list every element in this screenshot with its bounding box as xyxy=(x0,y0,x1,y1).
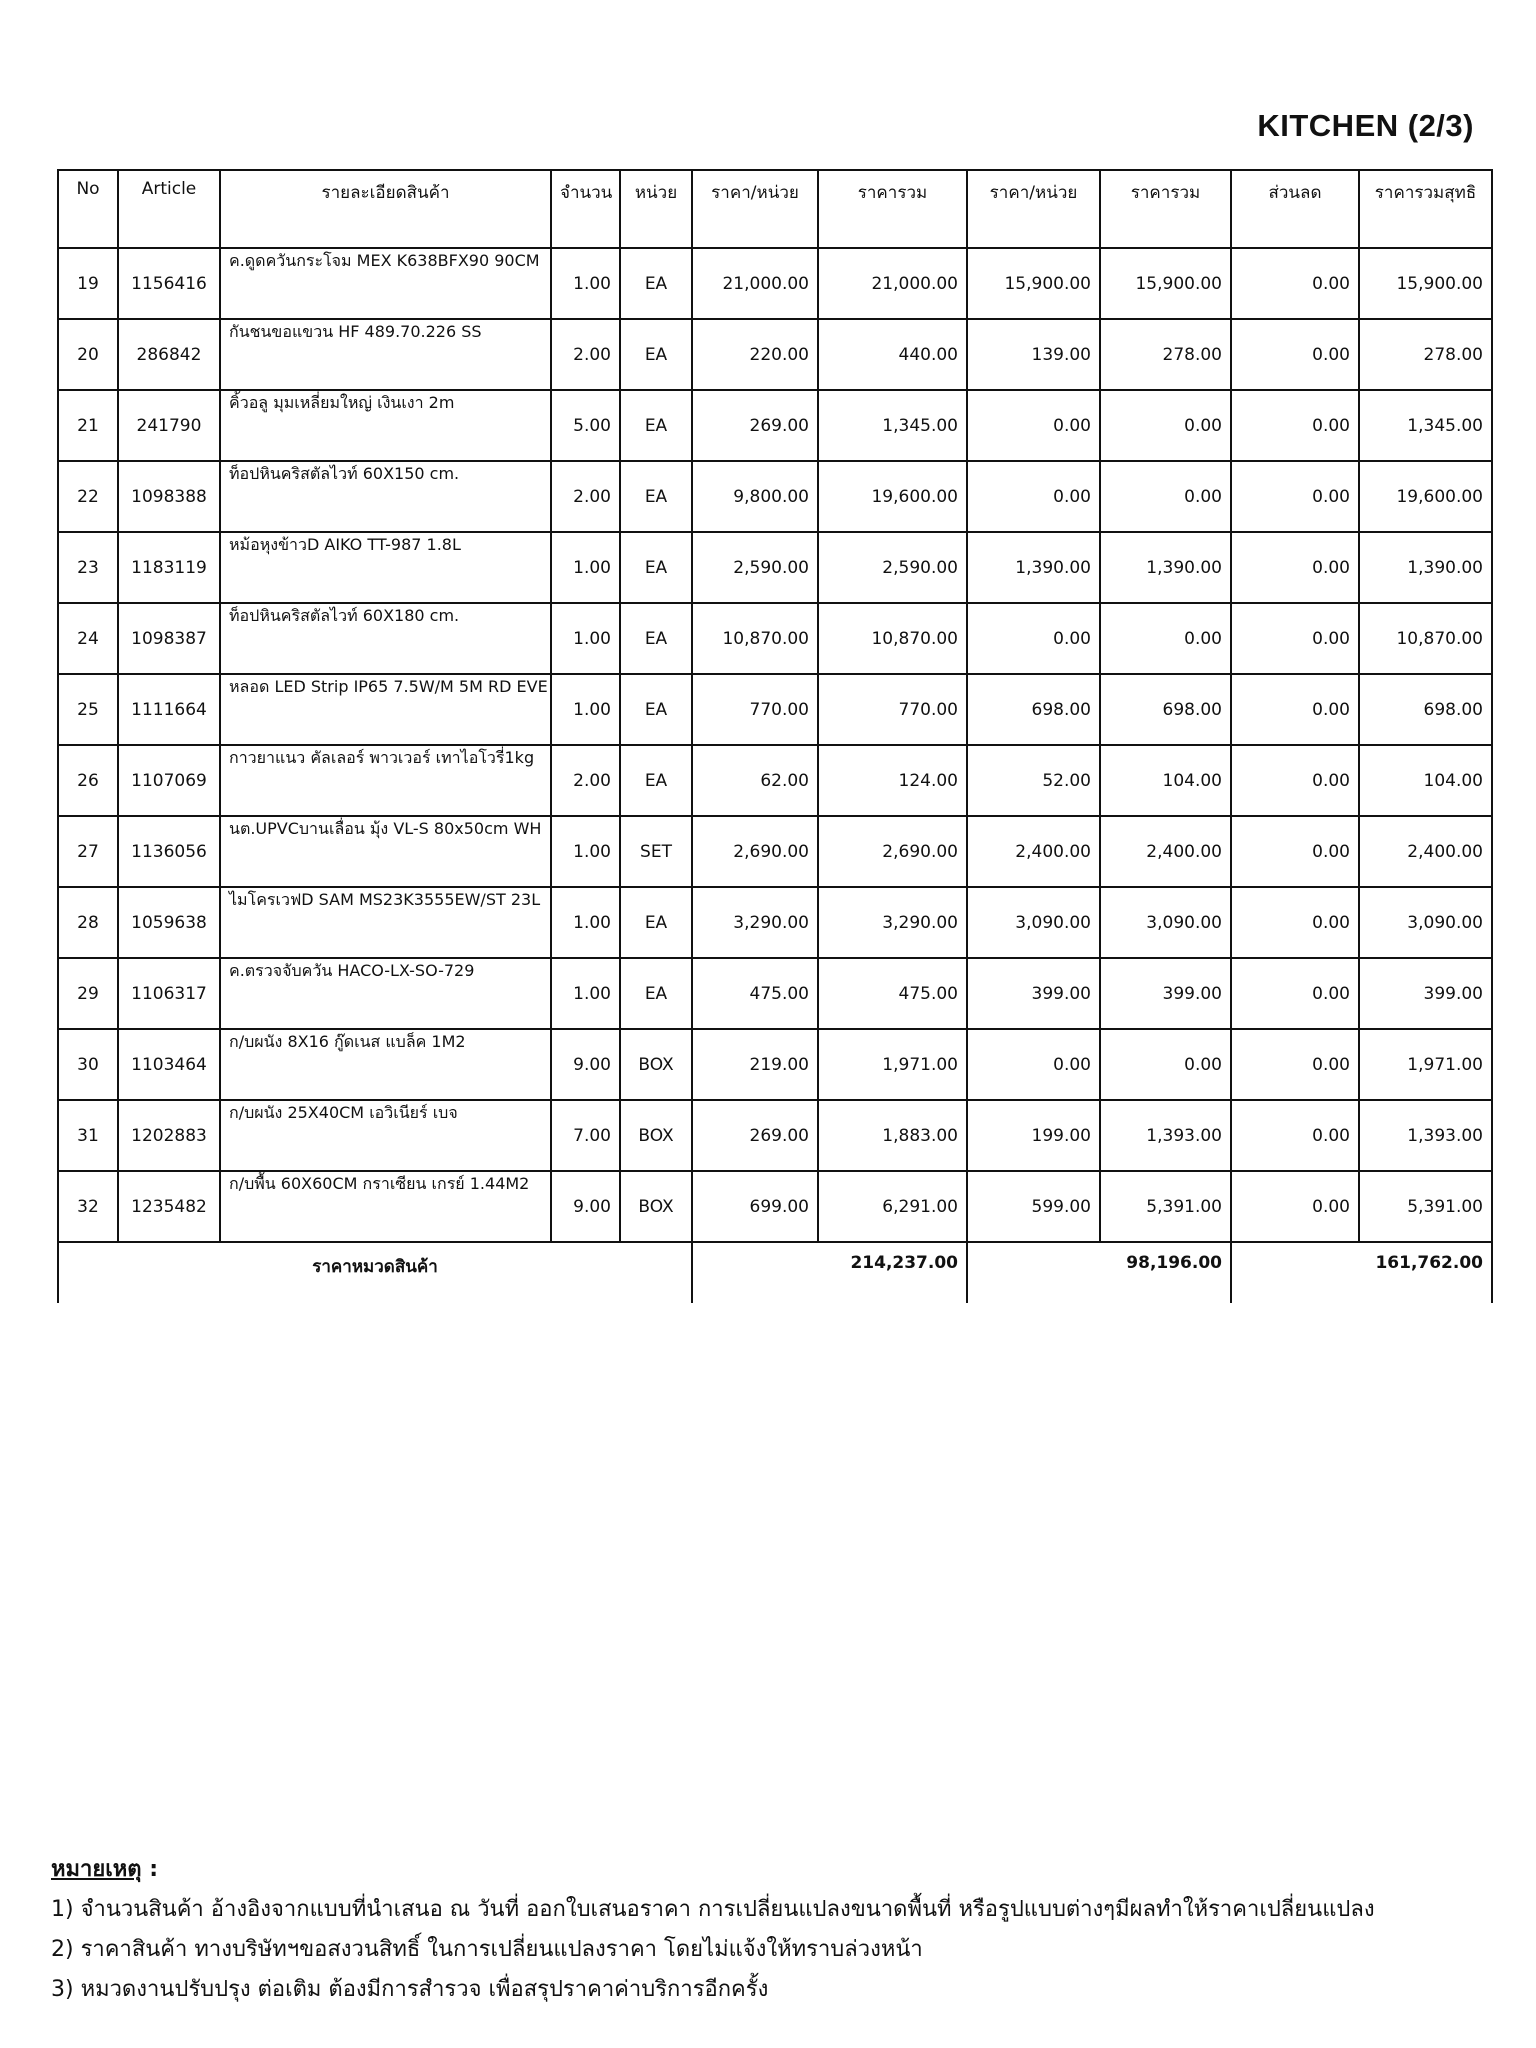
row-unit-price-2: 2,400.00 xyxy=(967,816,1100,887)
row-total: 1,971.00 xyxy=(818,1029,967,1100)
table-row xyxy=(58,319,1492,390)
row-total: 475.00 xyxy=(818,958,967,1029)
row-total: 21,000.00 xyxy=(818,248,967,319)
row-quantity: 1.00 xyxy=(551,958,620,1029)
row-discount: 0.00 xyxy=(1231,1171,1359,1242)
col-header-discount: ส่วนลด xyxy=(1231,170,1359,248)
row-unit-price: 62.00 xyxy=(692,745,818,816)
row-total-2: 0.00 xyxy=(1100,1029,1231,1100)
row-net-total: 3,090.00 xyxy=(1359,887,1492,958)
row-description: คิ้วอลู มุมเหลี่ยมใหญ่ เงินเงา 2m xyxy=(220,390,551,461)
row-quantity: 1.00 xyxy=(551,532,620,603)
row-net-total: 2,400.00 xyxy=(1359,816,1492,887)
row-no: 19 xyxy=(58,248,118,319)
col-header-description: รายละเอียดสินค้า xyxy=(220,170,551,248)
row-no: 20 xyxy=(58,319,118,390)
row-description: ก/บผนัง 25X40CM เอวิเนียร์ เบจ xyxy=(220,1100,551,1171)
row-article: 1235482 xyxy=(118,1171,220,1242)
row-description: ก/บผนัง 8X16 กู๊ดเนส แบล็ค 1M2 xyxy=(220,1029,551,1100)
row-description: หลอด LED Strip IP65 7.5W/M 5M RD EVE xyxy=(220,674,551,745)
row-total: 10,870.00 xyxy=(818,603,967,674)
table-row xyxy=(58,1171,1492,1242)
row-discount: 0.00 xyxy=(1231,1029,1359,1100)
row-discount: 0.00 xyxy=(1231,674,1359,745)
col-header-quantity: จำนวน xyxy=(551,170,620,248)
row-unit: EA xyxy=(620,603,692,674)
row-no: 25 xyxy=(58,674,118,745)
row-total-2: 278.00 xyxy=(1100,319,1231,390)
category-total-price: 214,237.00 xyxy=(692,1242,967,1303)
row-total-2: 1,390.00 xyxy=(1100,532,1231,603)
row-quantity: 2.00 xyxy=(551,319,620,390)
row-description: ไมโครเวฟD SAM MS23K3555EW/ST 23L xyxy=(220,887,551,958)
row-net-total: 698.00 xyxy=(1359,674,1492,745)
row-unit: EA xyxy=(620,674,692,745)
row-article: 1202883 xyxy=(118,1100,220,1171)
row-total-2: 5,391.00 xyxy=(1100,1171,1231,1242)
row-unit-price: 10,870.00 xyxy=(692,603,818,674)
row-no: 31 xyxy=(58,1100,118,1171)
row-unit-price: 475.00 xyxy=(692,958,818,1029)
row-article: 1107069 xyxy=(118,745,220,816)
row-unit-price-2: 0.00 xyxy=(967,603,1100,674)
row-unit: SET xyxy=(620,816,692,887)
row-unit-price-2: 139.00 xyxy=(967,319,1100,390)
row-unit: BOX xyxy=(620,1100,692,1171)
table-row xyxy=(58,1029,1492,1100)
row-net-total: 1,390.00 xyxy=(1359,532,1492,603)
row-no: 27 xyxy=(58,816,118,887)
table-row xyxy=(58,887,1492,958)
category-net-total: 161,762.00 xyxy=(1231,1242,1492,1303)
table-row xyxy=(58,674,1492,745)
row-discount: 0.00 xyxy=(1231,745,1359,816)
row-description: ท็อปหินคริสตัลไวท์ 60X180 cm. xyxy=(220,603,551,674)
row-quantity: 7.00 xyxy=(551,1100,620,1171)
row-total: 6,291.00 xyxy=(818,1171,967,1242)
row-total: 440.00 xyxy=(818,319,967,390)
col-header-no: No xyxy=(58,170,118,248)
row-discount: 0.00 xyxy=(1231,1100,1359,1171)
row-description: ค.ดูดควันกระโจม MEX K638BFX90 90CM xyxy=(220,248,551,319)
row-no: 29 xyxy=(58,958,118,1029)
category-total-row xyxy=(58,1242,1492,1303)
row-unit-price: 2,690.00 xyxy=(692,816,818,887)
row-no: 24 xyxy=(58,603,118,674)
row-description: กันชนขอแขวน HF 489.70.226 SS xyxy=(220,319,551,390)
row-total-2: 1,393.00 xyxy=(1100,1100,1231,1171)
row-article: 1103464 xyxy=(118,1029,220,1100)
table-row xyxy=(58,532,1492,603)
table-row xyxy=(58,1100,1492,1171)
row-net-total: 399.00 xyxy=(1359,958,1492,1029)
row-total: 1,883.00 xyxy=(818,1100,967,1171)
table-row xyxy=(58,958,1492,1029)
row-total-2: 0.00 xyxy=(1100,461,1231,532)
row-unit: BOX xyxy=(620,1029,692,1100)
row-total-2: 698.00 xyxy=(1100,674,1231,745)
table-row xyxy=(58,745,1492,816)
row-article: 1136056 xyxy=(118,816,220,887)
row-net-total: 104.00 xyxy=(1359,745,1492,816)
row-article: 1111664 xyxy=(118,674,220,745)
col-header-unit-price: ราคา/หน่วย xyxy=(692,170,818,248)
col-header-total: ราคารวม xyxy=(818,170,967,248)
notes-section xyxy=(51,1850,1375,2010)
note-line: 3) หมวดงานปรับปรุง ต่อเติม ต้องมีการสำรวจ เพื่อสรุปราคาค่าบริการอีกครั้ง xyxy=(51,1977,769,2002)
row-net-total: 19,600.00 xyxy=(1359,461,1492,532)
row-discount: 0.00 xyxy=(1231,248,1359,319)
table-header xyxy=(58,170,1492,248)
row-unit-price: 269.00 xyxy=(692,1100,818,1171)
row-unit: EA xyxy=(620,461,692,532)
row-total-2: 399.00 xyxy=(1100,958,1231,1029)
row-discount: 0.00 xyxy=(1231,532,1359,603)
row-quantity: 2.00 xyxy=(551,461,620,532)
row-description: ก/บพื้น 60X60CM กราเซียน เกรย์ 1.44M2 xyxy=(220,1171,551,1242)
row-unit-price-2: 399.00 xyxy=(967,958,1100,1029)
table-body xyxy=(58,248,1492,1242)
row-unit: BOX xyxy=(620,1171,692,1242)
table-row xyxy=(58,461,1492,532)
row-description: หม้อหุงข้าวD AIKO TT-987 1.8L xyxy=(220,532,551,603)
row-quantity: 1.00 xyxy=(551,603,620,674)
row-discount: 0.00 xyxy=(1231,390,1359,461)
row-unit-price: 269.00 xyxy=(692,390,818,461)
row-discount: 0.00 xyxy=(1231,461,1359,532)
notes-title xyxy=(51,1850,1375,1890)
row-no: 32 xyxy=(58,1171,118,1242)
row-unit-price: 21,000.00 xyxy=(692,248,818,319)
note-line: 1) จำนวนสินค้า อ้างอิงจากแบบที่นำเสนอ ณ วันที่ ออกใบเสนอราคา การเปลี่ยนแปลงขนาดพื้นที่ หรือรูปแบบต่างๆมีผลทำให้ราคาเปลี่ยนแปลง xyxy=(51,1897,1375,1922)
row-net-total: 10,870.00 xyxy=(1359,603,1492,674)
row-total-2: 0.00 xyxy=(1100,603,1231,674)
row-unit-price: 219.00 xyxy=(692,1029,818,1100)
row-unit-price-2: 0.00 xyxy=(967,390,1100,461)
row-no: 23 xyxy=(58,532,118,603)
row-total: 124.00 xyxy=(818,745,967,816)
row-article: 1183119 xyxy=(118,532,220,603)
row-description: ค.ตรวจจับควัน HACO-LX-SO-729 xyxy=(220,958,551,1029)
row-description: นต.UPVCบานเลื่อน มุ้ง VL-S 80x50cm WH xyxy=(220,816,551,887)
col-header-net-total: ราคารวมสุทธิ xyxy=(1359,170,1492,248)
row-unit: EA xyxy=(620,532,692,603)
row-no: 26 xyxy=(58,745,118,816)
row-article: 1156416 xyxy=(118,248,220,319)
row-unit-price: 3,290.00 xyxy=(692,887,818,958)
category-total-label: ราคาหมวดสินค้า xyxy=(58,1242,692,1303)
page-title: KITCHEN (2/3) xyxy=(1257,108,1474,143)
row-description: ท็อปหินคริสตัลไวท์ 60X150 cm. xyxy=(220,461,551,532)
notes-heading: หมายเหตุ xyxy=(51,1857,142,1882)
row-article: 1059638 xyxy=(118,887,220,958)
row-unit-price-2: 199.00 xyxy=(967,1100,1100,1171)
row-discount: 0.00 xyxy=(1231,603,1359,674)
row-unit-price: 770.00 xyxy=(692,674,818,745)
row-unit-price-2: 52.00 xyxy=(967,745,1100,816)
row-unit-price: 699.00 xyxy=(692,1171,818,1242)
col-header-total-2: ราคารวม xyxy=(1100,170,1231,248)
row-unit: EA xyxy=(620,958,692,1029)
row-discount: 0.00 xyxy=(1231,958,1359,1029)
col-header-unit: หน่วย xyxy=(620,170,692,248)
row-unit-price: 9,800.00 xyxy=(692,461,818,532)
row-no: 30 xyxy=(58,1029,118,1100)
row-total-2: 2,400.00 xyxy=(1100,816,1231,887)
row-total: 770.00 xyxy=(818,674,967,745)
row-quantity: 1.00 xyxy=(551,674,620,745)
row-unit: EA xyxy=(620,390,692,461)
col-header-article: Article xyxy=(118,170,220,248)
row-net-total: 1,345.00 xyxy=(1359,390,1492,461)
row-total: 3,290.00 xyxy=(818,887,967,958)
row-article: 1098387 xyxy=(118,603,220,674)
row-unit-price-2: 0.00 xyxy=(967,461,1100,532)
row-quantity: 2.00 xyxy=(551,745,620,816)
row-total: 19,600.00 xyxy=(818,461,967,532)
row-article: 1098388 xyxy=(118,461,220,532)
row-net-total: 5,391.00 xyxy=(1359,1171,1492,1242)
row-no: 22 xyxy=(58,461,118,532)
row-quantity: 1.00 xyxy=(551,887,620,958)
row-unit: EA xyxy=(620,248,692,319)
row-unit-price: 220.00 xyxy=(692,319,818,390)
row-net-total: 15,900.00 xyxy=(1359,248,1492,319)
table-row xyxy=(58,390,1492,461)
row-unit-price-2: 3,090.00 xyxy=(967,887,1100,958)
note-line: 2) ราคาสินค้า ทางบริษัทฯขอสงวนสิทธิ์ ในการเปลี่ยนแปลงราคา โดยไม่แจ้งให้ทราบล่วงหน้า xyxy=(51,1937,923,1962)
row-quantity: 5.00 xyxy=(551,390,620,461)
row-total: 2,690.00 xyxy=(818,816,967,887)
row-unit-price-2: 0.00 xyxy=(967,1029,1100,1100)
row-article: 241790 xyxy=(118,390,220,461)
row-unit: EA xyxy=(620,887,692,958)
row-quantity: 9.00 xyxy=(551,1171,620,1242)
quotation-table xyxy=(57,169,1493,1303)
row-description: กาวยาแนว คัลเลอร์ พาวเวอร์ เทาไอโวรี่1kg xyxy=(220,745,551,816)
table-row xyxy=(58,603,1492,674)
row-article: 1106317 xyxy=(118,958,220,1029)
row-quantity: 9.00 xyxy=(551,1029,620,1100)
row-total-2: 0.00 xyxy=(1100,390,1231,461)
row-total-2: 104.00 xyxy=(1100,745,1231,816)
row-total-2: 15,900.00 xyxy=(1100,248,1231,319)
row-unit-price: 2,590.00 xyxy=(692,532,818,603)
col-header-unit-price-2: ราคา/หน่วย xyxy=(967,170,1100,248)
row-unit-price-2: 15,900.00 xyxy=(967,248,1100,319)
category-total-price-2: 98,196.00 xyxy=(967,1242,1231,1303)
row-unit: EA xyxy=(620,745,692,816)
row-net-total: 1,393.00 xyxy=(1359,1100,1492,1171)
row-unit-price-2: 1,390.00 xyxy=(967,532,1100,603)
row-net-total: 278.00 xyxy=(1359,319,1492,390)
table-row xyxy=(58,248,1492,319)
row-unit: EA xyxy=(620,319,692,390)
row-total-2: 3,090.00 xyxy=(1100,887,1231,958)
row-total: 1,345.00 xyxy=(818,390,967,461)
row-unit-price-2: 698.00 xyxy=(967,674,1100,745)
row-discount: 0.00 xyxy=(1231,887,1359,958)
row-quantity: 1.00 xyxy=(551,816,620,887)
row-net-total: 1,971.00 xyxy=(1359,1029,1492,1100)
table-row xyxy=(58,816,1492,887)
row-quantity: 1.00 xyxy=(551,248,620,319)
row-discount: 0.00 xyxy=(1231,816,1359,887)
row-total: 2,590.00 xyxy=(818,532,967,603)
notes-colon: : xyxy=(141,1857,159,1882)
row-no: 21 xyxy=(58,390,118,461)
row-no: 28 xyxy=(58,887,118,958)
table-footer xyxy=(58,1242,1492,1303)
row-discount: 0.00 xyxy=(1231,319,1359,390)
row-unit-price-2: 599.00 xyxy=(967,1171,1100,1242)
row-article: 286842 xyxy=(118,319,220,390)
